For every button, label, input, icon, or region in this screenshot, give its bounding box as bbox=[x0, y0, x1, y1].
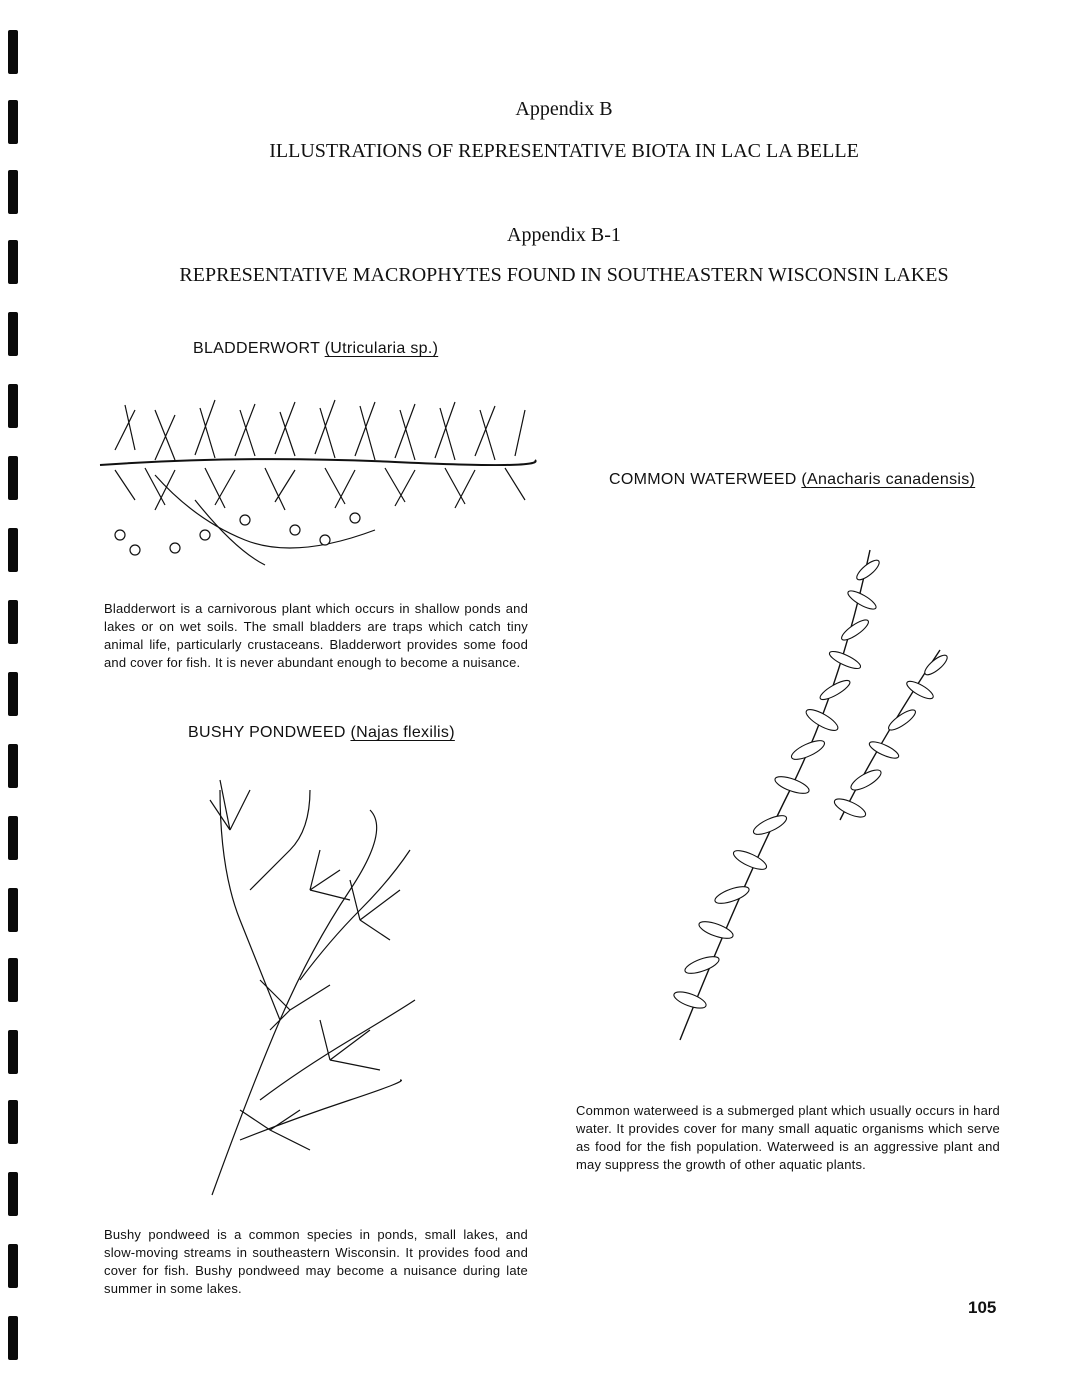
bladderwort-heading bbox=[193, 340, 438, 358]
bladderwort-illustration bbox=[95, 390, 540, 570]
binding-hole bbox=[8, 1316, 18, 1360]
bladderwort-scientific-name: (Utricularia sp.) bbox=[324, 340, 439, 357]
binding-hole bbox=[8, 888, 18, 932]
subappendix-label: Appendix B-1 bbox=[507, 224, 621, 246]
bladderwort-description: Bladderwort is a carnivorous plant which occurs in shallow ponds and lakes or on wet soils. The small bladders are traps which catch tiny animal life, particularly crustaceans. Bladderwort provides some food and cover for fish. It is never abundant enough to become a nuisance. bbox=[104, 601, 528, 670]
binding-hole bbox=[8, 816, 18, 860]
binding-hole bbox=[8, 1244, 18, 1288]
binding-hole bbox=[8, 1100, 18, 1144]
binding-hole bbox=[8, 312, 18, 356]
binding-hole bbox=[8, 1172, 18, 1216]
page-number: 105 bbox=[968, 1298, 997, 1317]
waterweed-illustration bbox=[640, 540, 960, 1060]
binding-hole bbox=[8, 30, 18, 74]
pondweed-description: Bushy pondweed is a common species in ponds, small lakes, and slow-moving streams in southeastern Wisconsin. It provides food and cover for fish. Bushy pondweed may become a nuisance during late summer in some lakes. bbox=[104, 1227, 528, 1296]
binding-hole bbox=[8, 456, 18, 500]
binding-hole bbox=[8, 528, 18, 572]
binding-hole bbox=[8, 600, 18, 644]
waterweed-common-name: COMMON WATERWEED bbox=[609, 471, 797, 488]
pondweed-heading bbox=[188, 724, 455, 742]
waterweed-scientific-name: (Anacharis canadensis) bbox=[801, 471, 976, 488]
binding-hole bbox=[8, 1030, 18, 1074]
waterweed-description: Common waterweed is a submerged plant which usually occurs in hard water. It provides cover for many small aquatic organisms which serve as food for the fish population. Waterweed is an aggressive plant and may suppress the growth of other aquatic plants. bbox=[576, 1103, 1000, 1172]
appendix-label: Appendix B bbox=[515, 98, 613, 120]
binding-hole bbox=[8, 958, 18, 1002]
subappendix-title: REPRESENTATIVE MACROPHYTES FOUND IN SOUTHEASTERN WISCONSIN LAKES bbox=[179, 264, 949, 286]
waterweed-heading bbox=[609, 471, 975, 489]
pondweed-common-name: BUSHY PONDWEED bbox=[188, 724, 346, 741]
appendix-title: ILLUSTRATIONS OF REPRESENTATIVE BIOTA IN LAC LA BELLE bbox=[269, 140, 859, 162]
pondweed-illustration bbox=[200, 770, 430, 1200]
pondweed-scientific-name: (Najas flexilis) bbox=[350, 724, 455, 741]
bladderwort-common-name: BLADDERWORT bbox=[193, 340, 320, 357]
binding-hole bbox=[8, 170, 18, 214]
binding-hole bbox=[8, 672, 18, 716]
binding-hole bbox=[8, 744, 18, 788]
binding-hole bbox=[8, 384, 18, 428]
